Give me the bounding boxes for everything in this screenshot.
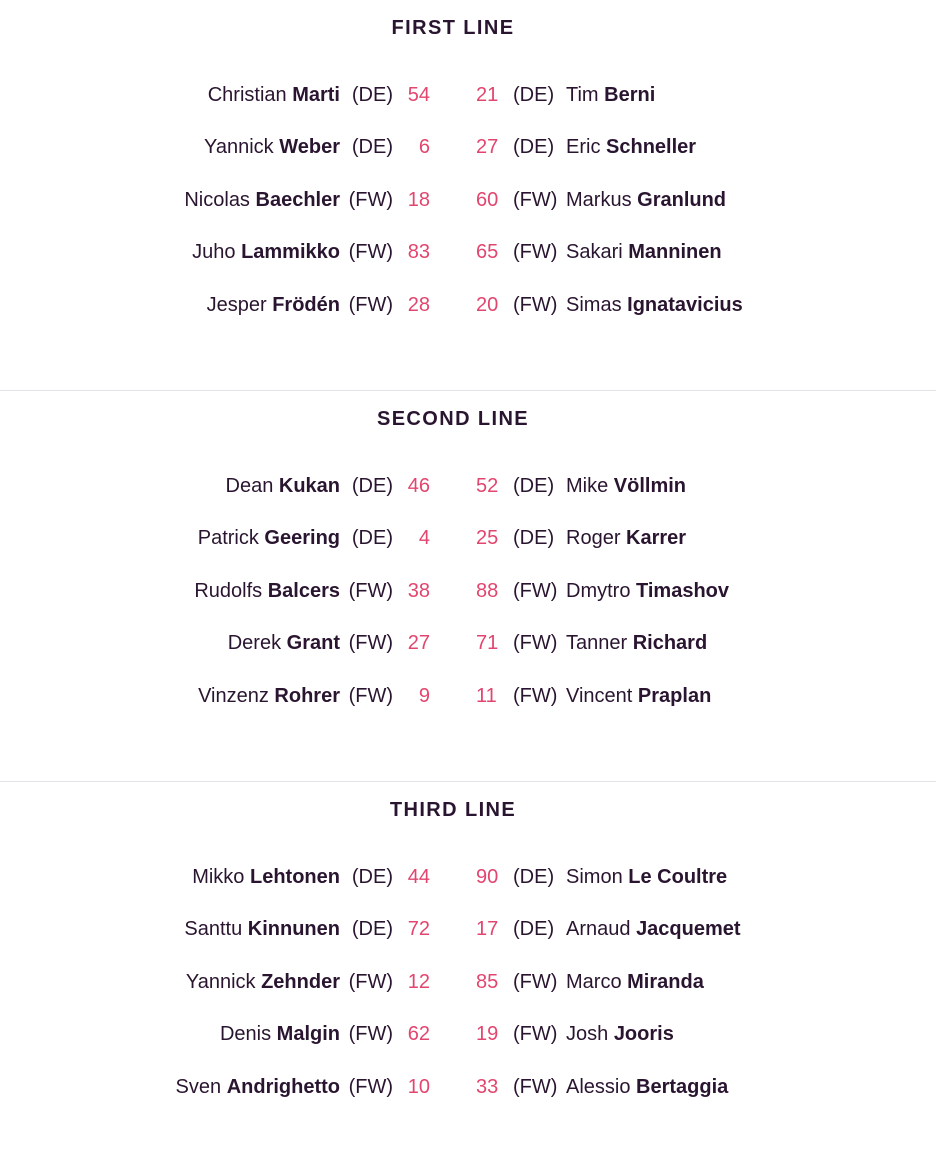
left-player-last-name: Lehtonen (250, 866, 340, 888)
left-player-first-name: Christian (207, 84, 287, 106)
right-player-first-name: Markus (566, 189, 632, 211)
right-player-name[interactable] (566, 576, 729, 606)
player-row (0, 862, 936, 892)
right-player-position: (FW) (513, 580, 558, 602)
right-player-position: (FW) (513, 1076, 558, 1098)
right-player-last-name: Granlund (637, 189, 727, 211)
right-player-last-name: Berni (604, 84, 656, 106)
right-player-last-name: Jooris (613, 1023, 674, 1045)
left-player-number: 54 (407, 84, 430, 106)
left-player-first-name: Juho (192, 241, 236, 263)
left-player-position: (DE) (351, 866, 393, 888)
left-player-number: 83 (407, 241, 430, 263)
player-row (0, 132, 936, 162)
left-player-name[interactable] (198, 523, 340, 553)
right-player-name[interactable] (566, 237, 722, 267)
right-player-name[interactable] (566, 523, 686, 553)
right-player-first-name: Tanner (566, 632, 628, 654)
left-player-position: (DE) (351, 136, 393, 158)
right-player-position: (DE) (513, 918, 555, 940)
right-player-number: 90 (476, 866, 499, 888)
player-row (0, 471, 936, 501)
left-player-position: (DE) (351, 918, 393, 940)
left-player-last-name: Lammikko (241, 241, 340, 263)
right-player-number: 21 (476, 84, 499, 106)
player-row (0, 914, 936, 944)
left-player-first-name: Jesper (206, 294, 267, 316)
player-row (0, 290, 936, 320)
left-player-number: 46 (407, 475, 430, 497)
player-row (0, 237, 936, 267)
right-player-name[interactable] (566, 628, 707, 658)
left-player-name[interactable] (204, 132, 340, 162)
left-player-last-name: Geering (264, 527, 340, 549)
right-player-name[interactable] (566, 80, 655, 110)
right-player-first-name: Marco (566, 971, 622, 993)
left-player-name[interactable] (186, 967, 340, 997)
left-player-first-name: Rudolfs (194, 580, 263, 602)
right-player-last-name: Ignatavicius (627, 294, 743, 316)
left-player-last-name: Grant (286, 632, 340, 654)
right-player-number: 71 (476, 632, 499, 654)
left-player-position: (FW) (348, 189, 393, 211)
left-player-name[interactable] (184, 185, 340, 215)
left-player-first-name: Dean (225, 475, 274, 497)
right-player-name[interactable] (566, 1072, 728, 1102)
right-player-position: (FW) (513, 632, 558, 654)
right-player-name[interactable] (566, 914, 741, 944)
right-player-name[interactable] (566, 681, 711, 711)
left-player-last-name: Frödén (272, 294, 340, 316)
right-player-name[interactable] (566, 862, 727, 892)
right-player-number: 20 (476, 294, 499, 316)
left-player-name[interactable] (192, 237, 340, 267)
right-player-first-name: Mike (566, 475, 609, 497)
left-player-first-name: Yannick (185, 971, 256, 993)
player-row (0, 576, 936, 606)
right-player-position: (DE) (513, 475, 555, 497)
player-row (0, 967, 936, 997)
left-player-number: 38 (407, 580, 430, 602)
right-player-last-name: Schneller (606, 136, 697, 158)
right-player-number: 27 (476, 136, 499, 158)
left-player-last-name: Kukan (278, 475, 340, 497)
line-title: FIRST LINE (391, 17, 515, 39)
right-player-position: (DE) (513, 84, 555, 106)
left-player-name[interactable] (220, 1019, 340, 1049)
line-title: SECOND LINE (376, 408, 530, 430)
left-player-name[interactable] (176, 1072, 340, 1102)
right-player-name[interactable] (566, 290, 743, 320)
left-player-last-name: Zehnder (261, 971, 340, 993)
right-player-last-name: Völlmin (613, 475, 687, 497)
right-player-first-name: Alessio (566, 1076, 631, 1098)
right-player-position: (DE) (513, 866, 555, 888)
right-player-position: (FW) (513, 1023, 558, 1045)
right-player-number: 33 (476, 1076, 499, 1098)
right-player-first-name: Dmytro (566, 580, 631, 602)
left-player-position: (FW) (348, 294, 393, 316)
right-player-last-name: Bertaggia (636, 1076, 729, 1098)
left-player-name[interactable] (226, 471, 341, 501)
right-player-number: 11 (476, 685, 497, 707)
left-player-position: (DE) (351, 527, 393, 549)
right-player-first-name: Simon (566, 866, 623, 888)
left-player-number: 6 (418, 136, 430, 158)
right-player-position: (FW) (513, 189, 558, 211)
right-player-number: 19 (476, 1023, 499, 1045)
right-player-last-name: Jacquemet (636, 918, 741, 940)
right-player-number: 17 (476, 918, 499, 940)
right-player-first-name: Eric (566, 136, 601, 158)
line-section (0, 782, 936, 1173)
right-player-position: (FW) (513, 241, 558, 263)
left-player-position: (FW) (348, 241, 393, 263)
right-player-position: (DE) (513, 527, 555, 549)
player-row (0, 80, 936, 110)
left-player-name[interactable] (198, 681, 340, 711)
left-player-number: 28 (407, 294, 430, 316)
right-player-first-name: Josh (566, 1023, 609, 1045)
left-player-position: (DE) (351, 475, 393, 497)
left-player-name[interactable] (184, 914, 340, 944)
left-player-first-name: Patrick (197, 527, 259, 549)
right-player-number: 25 (476, 527, 499, 549)
left-player-number: 4 (418, 527, 430, 549)
left-player-name[interactable] (207, 290, 340, 320)
left-player-last-name: Andrighetto (226, 1076, 340, 1098)
left-player-position: (FW) (348, 632, 393, 654)
right-player-position: (DE) (513, 136, 555, 158)
right-player-name[interactable] (566, 185, 726, 215)
left-player-name[interactable] (228, 628, 340, 658)
left-player-last-name: Kinnunen (247, 918, 340, 940)
right-player-first-name: Vincent (566, 685, 633, 707)
right-player-number: 52 (476, 475, 499, 497)
left-player-position: (FW) (348, 1023, 393, 1045)
left-player-number: 44 (407, 866, 430, 888)
left-player-number: 18 (407, 189, 430, 211)
left-player-first-name: Nicolas (184, 189, 250, 211)
right-player-last-name: Le Coultre (628, 866, 728, 888)
right-player-number: 65 (476, 241, 499, 263)
left-player-first-name: Denis (219, 1023, 272, 1045)
right-player-number: 88 (476, 580, 499, 602)
right-player-first-name: Arnaud (566, 918, 631, 940)
left-player-first-name: Sven (175, 1076, 222, 1098)
right-player-last-name: Timashov (636, 580, 730, 602)
line-section (0, 0, 936, 391)
right-player-position: (FW) (513, 294, 558, 316)
player-row (0, 628, 936, 658)
left-player-name[interactable] (194, 576, 340, 606)
line-title: THIRD LINE (389, 799, 517, 821)
right-player-first-name: Tim (566, 84, 599, 106)
left-player-first-name: Derek (227, 632, 282, 654)
right-player-number: 85 (476, 971, 499, 993)
right-player-last-name: Richard (632, 632, 708, 654)
left-player-position: (FW) (348, 1076, 393, 1098)
right-player-first-name: Sakari (566, 241, 623, 263)
left-player-first-name: Santtu (184, 918, 243, 940)
player-row (0, 1019, 936, 1049)
right-player-position: (FW) (513, 971, 558, 993)
right-player-last-name: Praplan (637, 685, 712, 707)
left-player-last-name: Weber (279, 136, 340, 158)
left-player-number: 9 (418, 685, 430, 707)
player-row (0, 185, 936, 215)
right-player-last-name: Karrer (626, 527, 687, 549)
left-player-last-name: Balcers (267, 580, 340, 602)
left-player-last-name: Baechler (255, 189, 340, 211)
player-row (0, 523, 936, 553)
line-section (0, 391, 936, 782)
left-player-position: (FW) (348, 685, 393, 707)
left-player-number: 62 (407, 1023, 430, 1045)
left-player-position: (FW) (348, 580, 393, 602)
right-player-first-name: Roger (566, 527, 621, 549)
left-player-name[interactable] (208, 80, 340, 110)
right-player-last-name: Miranda (627, 971, 704, 993)
left-player-number: 12 (407, 971, 430, 993)
right-player-name[interactable] (566, 1019, 674, 1049)
player-row (0, 1072, 936, 1102)
right-player-number: 60 (476, 189, 499, 211)
left-player-first-name: Yannick (204, 136, 274, 158)
right-player-name[interactable] (566, 967, 704, 997)
left-player-last-name: Malgin (276, 1023, 340, 1045)
left-player-position: (DE) (351, 84, 393, 106)
left-player-last-name: Marti (292, 84, 340, 106)
left-player-number: 10 (407, 1076, 430, 1098)
left-player-name[interactable] (192, 862, 340, 892)
right-player-last-name: Manninen (628, 241, 722, 263)
right-player-first-name: Simas (566, 294, 622, 316)
left-player-position: (FW) (348, 971, 393, 993)
left-player-first-name: Mikko (192, 866, 245, 888)
left-player-last-name: Rohrer (274, 685, 340, 707)
left-player-number: 27 (407, 632, 430, 654)
right-player-name[interactable] (566, 471, 686, 501)
left-player-number: 72 (407, 918, 430, 940)
right-player-position: (FW) (513, 685, 558, 707)
left-player-first-name: Vinzenz (198, 685, 269, 707)
right-player-name[interactable] (566, 132, 696, 162)
player-row (0, 681, 936, 711)
